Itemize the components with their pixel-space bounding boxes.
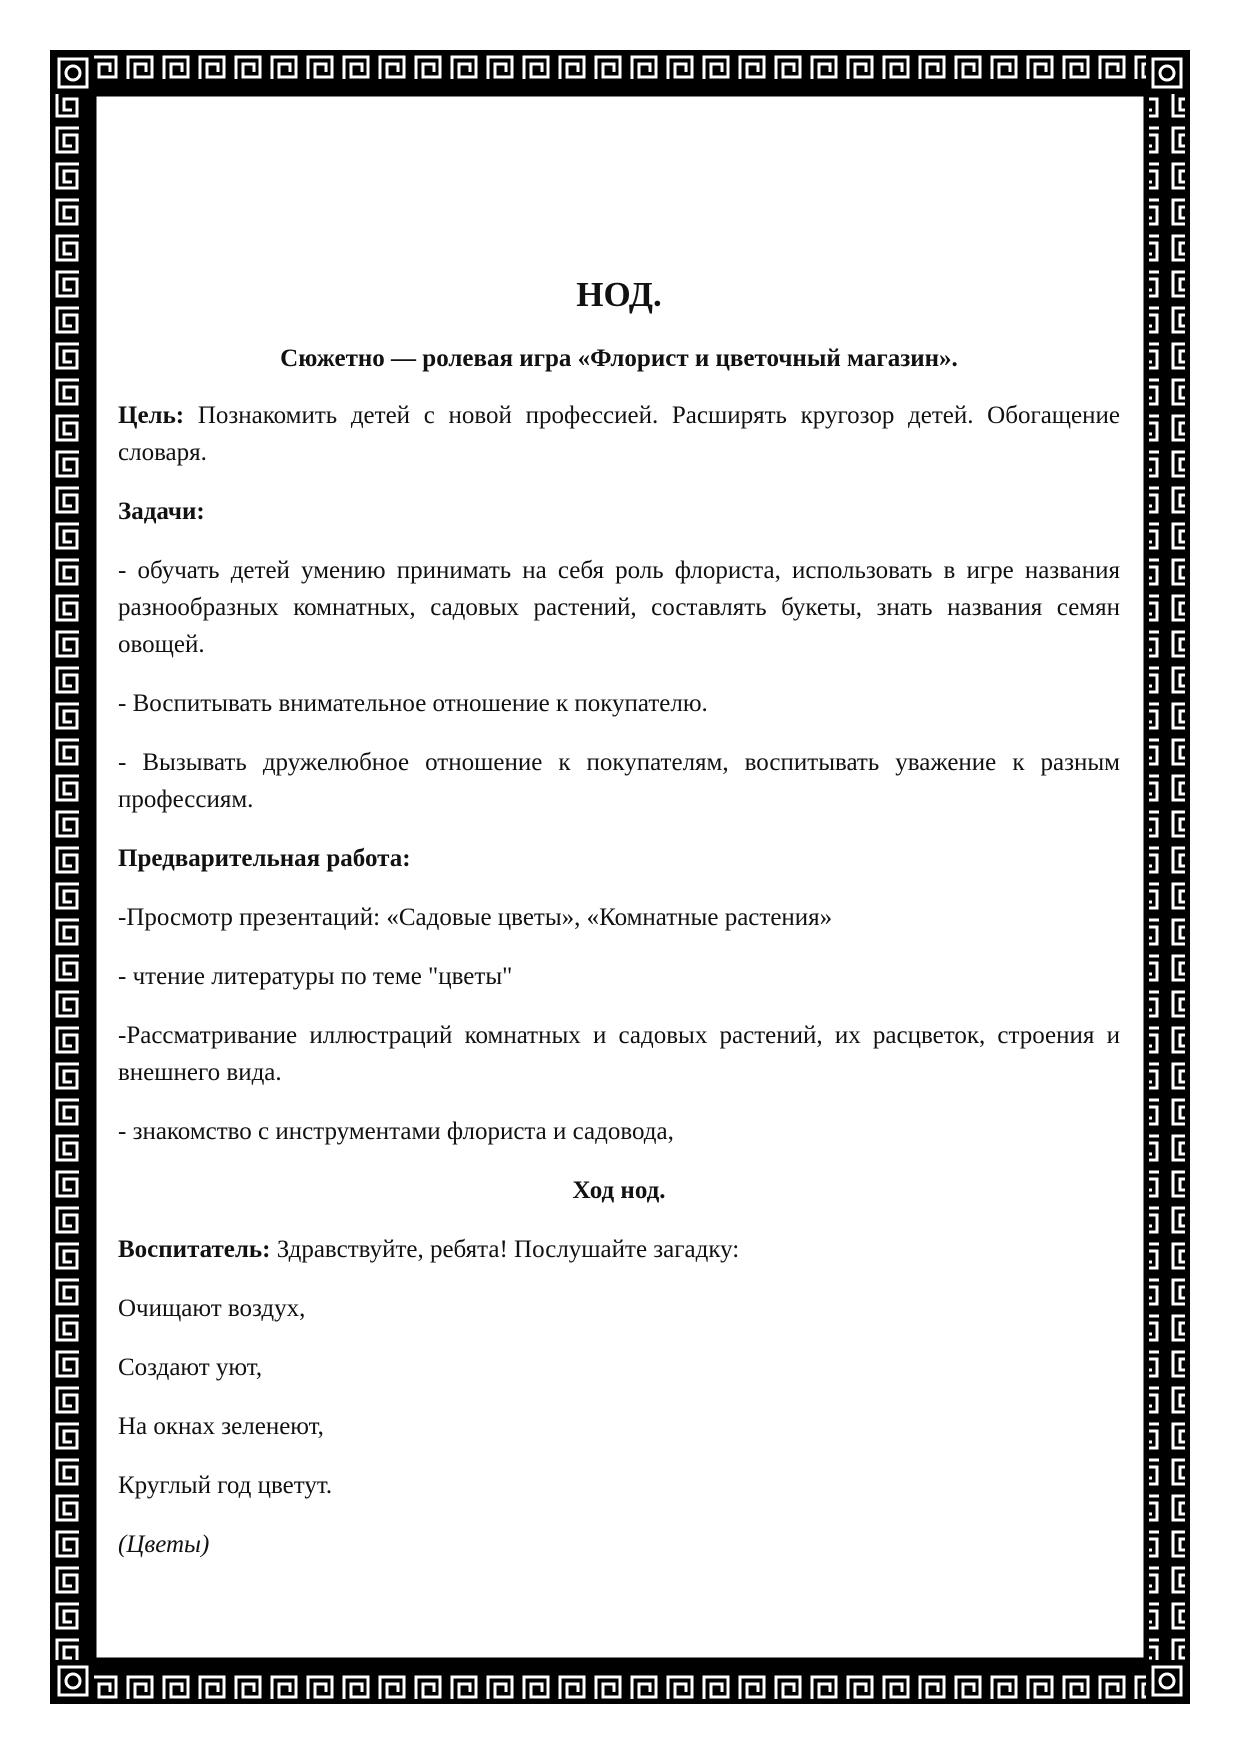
- riddle-line: Очищают воздух,: [118, 1295, 306, 1322]
- riddle-answer: (Цветы): [118, 1531, 210, 1558]
- task-item: - Вызывать дружелюбное отношение к покупателям, воспитывать уважение к разным профессиям.: [118, 749, 1120, 813]
- riddle-line: На окнах зеленеют,: [118, 1413, 324, 1440]
- goal-paragraph: [118, 397, 1120, 471]
- document-body: [118, 270, 1120, 1585]
- teacher-label: Воспитатель:: [118, 1236, 271, 1263]
- prep-item: - знакомство с инструментами флориста и садовода,: [118, 1118, 674, 1145]
- document-title: НОД.: [576, 275, 662, 314]
- goal-text: Познакомить детей с новой профессией. Расширять кругозор детей. Обогащение словаря.: [118, 402, 1120, 466]
- task-item: - обучать детей умению принимать на себя роль флориста, использовать в игре названия разнообразных комнатных, садовых растений, составлять букеты, знать названия семян овощей.: [118, 557, 1120, 658]
- document-subtitle: Сюжетно — ролевая игра «Флорист и цветочный магазин».: [280, 345, 958, 372]
- prep-item: - чтение литературы по теме "цветы": [118, 963, 513, 990]
- tasks-heading: Задачи:: [118, 498, 205, 525]
- riddle-line: Круглый год цветут.: [118, 1472, 333, 1499]
- teacher-line: [118, 1231, 1120, 1268]
- prep-heading: Предварительная работа:: [118, 845, 411, 872]
- goal-label: Цель:: [118, 402, 185, 429]
- riddle-line: Создают уют,: [118, 1354, 263, 1381]
- prep-item: -Рассматривание иллюстраций комнатных и садовых растений, их расцветок, строения и внешнего вида.: [118, 1022, 1120, 1086]
- course-heading: Ход нод.: [572, 1177, 666, 1204]
- teacher-text: Здравствуйте, ребята! Послушайте загадку:: [270, 1236, 740, 1263]
- prep-item: -Просмотр презентаций: «Садовые цветы», «Комнатные растения»: [118, 904, 833, 931]
- task-item: - Воспитывать внимательное отношение к покупателю.: [118, 690, 708, 717]
